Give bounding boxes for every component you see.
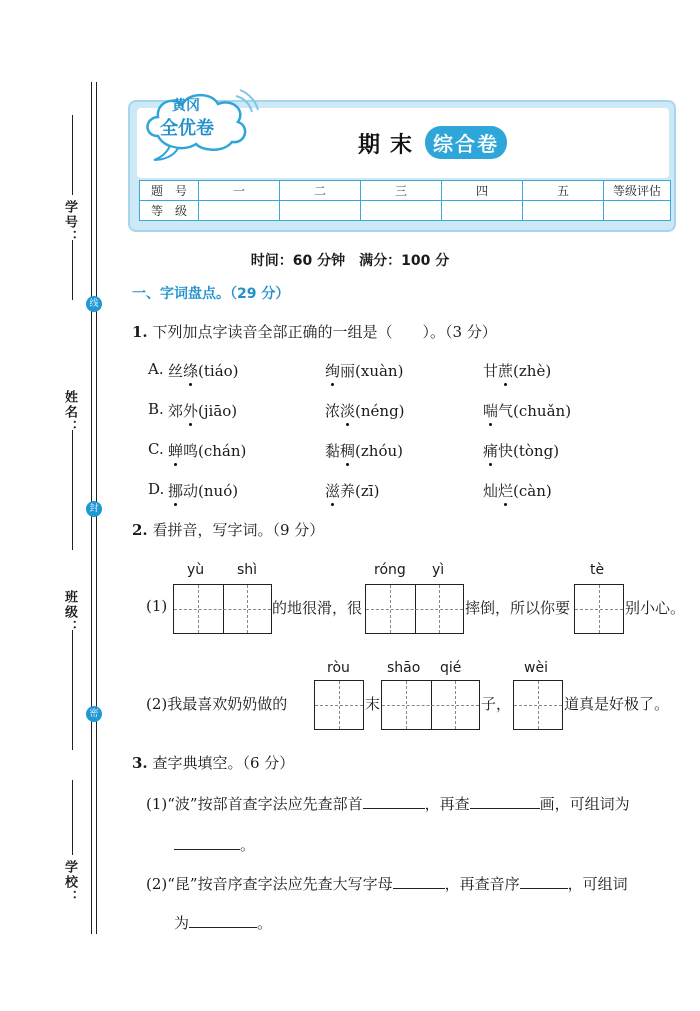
question-2	[132, 519, 324, 540]
option-word: 挪动(nuó)	[168, 482, 239, 500]
pinyin: wèi	[524, 660, 548, 676]
q3-l2-text-e: 。	[257, 914, 273, 932]
grade-cell: 五	[523, 181, 604, 201]
q2-l2-text2: 子，	[481, 695, 512, 713]
grade-table	[139, 180, 671, 221]
q2-l2-text3: 道真是好极了。	[564, 695, 670, 713]
writing-grid[interactable]	[173, 584, 272, 634]
dotted-char: 稠	[340, 442, 356, 460]
grade-input-cell[interactable]	[199, 201, 280, 221]
answer-blank[interactable]	[363, 808, 425, 809]
seal-mi: 密	[86, 706, 102, 722]
dotted-char: 喘	[483, 402, 499, 420]
option-word: 甘蔗(zhè)	[483, 362, 552, 380]
option-word: 郊外(jiāo)	[168, 402, 238, 420]
q3-l2-text-b: ，再查音序	[444, 875, 520, 893]
grade-cell: 二	[280, 181, 361, 201]
q3-line-2b	[174, 912, 272, 933]
option-word: 滋养(zī)	[325, 482, 380, 500]
logo-text-top: 黄冈	[172, 98, 200, 114]
question-number: 1.	[132, 323, 148, 341]
q2-l1-text3: 别小心。	[625, 599, 686, 617]
student-no-blank-2[interactable]	[72, 240, 73, 300]
answer-blank[interactable]	[174, 849, 240, 850]
question-1	[132, 321, 497, 342]
pinyin: ròu	[327, 660, 350, 676]
logo-text-bottom: 全优卷	[160, 118, 214, 139]
q2-l1-text1: 的地很滑，很	[272, 599, 363, 617]
grade-cell: 四	[442, 181, 523, 201]
option-label[interactable]: C.	[148, 440, 164, 458]
q3-l2-text-d: 为	[174, 914, 190, 932]
page-title-highlight: 综合卷	[425, 126, 507, 159]
q3-l2-text-a: (2)“昆”按音序查字法应先查大写字母	[146, 875, 393, 893]
pinyin: shì	[237, 562, 258, 578]
dotted-char: 挪	[168, 482, 184, 500]
q2-l2-text1: 末	[365, 695, 381, 713]
exam-info: 时间：60 分钟 满分：100 分	[250, 253, 450, 269]
school-blank[interactable]	[72, 780, 73, 855]
grade-cell: 等级评估	[604, 181, 671, 201]
question-number: 2.	[132, 521, 148, 539]
question-number: 3.	[132, 754, 148, 772]
student-no-blank[interactable]	[72, 115, 73, 195]
option-word: 蝉鸣(chán)	[168, 442, 247, 460]
grade-cell: 等 级	[140, 201, 199, 221]
q3-l2-text-c: ，可组词	[567, 875, 628, 893]
answer-blank[interactable]	[393, 888, 445, 889]
grade-input-cell[interactable]	[280, 201, 361, 221]
q3-line-1b	[174, 834, 255, 855]
question-text: 看拼音，写字词。（9 分）	[152, 521, 325, 539]
grade-input-cell[interactable]	[442, 201, 523, 221]
answer-blank[interactable]	[520, 888, 568, 889]
name-label: 姓名：	[62, 390, 77, 435]
class-blank[interactable]	[72, 630, 73, 750]
q3-l1-text-d: 。	[240, 836, 256, 854]
seal-feng: 封	[86, 501, 102, 517]
page-title: 期末	[358, 133, 423, 158]
seal-xian: 线	[86, 296, 102, 312]
school-label: 学校：	[62, 860, 77, 905]
pinyin: róng	[374, 562, 406, 578]
option-word: 灿烂(càn)	[483, 482, 552, 500]
writing-grid[interactable]	[381, 680, 480, 730]
dotted-char: 蔗	[498, 362, 514, 380]
q3-l1-text-a: (1)“波”按部首查字法应先查部首	[146, 795, 363, 813]
section-title: 一、字词盘点。（29 分）	[132, 286, 290, 302]
answer-blank[interactable]	[189, 927, 257, 928]
pinyin: yì	[432, 562, 445, 578]
dotted-char: 外	[183, 402, 199, 420]
dotted-char: 滋	[325, 482, 341, 500]
option-word: 痛快(tòng)	[483, 442, 560, 460]
grade-table-row	[140, 181, 671, 201]
grade-input-cell[interactable]	[361, 201, 442, 221]
question-3	[132, 752, 294, 773]
q3-line-2	[146, 873, 628, 894]
q2-l1-prefix: (1)	[146, 597, 168, 615]
dotted-char: 蝉	[168, 442, 184, 460]
grade-input-cell[interactable]	[604, 201, 671, 221]
dotted-char: 淡	[340, 402, 356, 420]
pinyin: tè	[590, 562, 605, 578]
option-label[interactable]: D.	[148, 480, 165, 498]
dotted-char: 绚	[325, 362, 341, 380]
writing-grid[interactable]	[314, 680, 364, 730]
q3-line-1	[146, 793, 630, 814]
grade-cell: 题 号	[140, 181, 199, 201]
q3-l1-text-c: 画，可组词为	[539, 795, 630, 813]
dotted-char: 烂	[498, 482, 514, 500]
option-label[interactable]: B.	[148, 400, 164, 418]
class-label: 班级：	[62, 590, 77, 635]
q3-l1-text-b: ，再查	[424, 795, 470, 813]
option-word: 喘气(chuǎn)	[483, 402, 572, 420]
dotted-char: 痛	[483, 442, 499, 460]
writing-grid[interactable]	[574, 584, 624, 634]
pinyin: qié	[440, 660, 462, 676]
option-word: 丝绦(tiáo)	[168, 362, 239, 380]
grade-cell: 一	[199, 181, 280, 201]
answer-blank[interactable]	[470, 808, 540, 809]
option-word: 黏稠(zhóu)	[325, 442, 403, 460]
option-word: 浓淡(néng)	[325, 402, 405, 420]
grade-table-row	[140, 201, 671, 221]
student-no-label: 学号：	[62, 200, 77, 245]
question-text: 下列加点字读音全部正确的一组是（ ）。（3 分）	[152, 323, 497, 341]
dotted-char: 绦	[183, 362, 199, 380]
q2-l2-prefix: (2)我最喜欢奶奶做的	[146, 695, 288, 713]
option-label[interactable]: A.	[148, 360, 164, 378]
writing-grid[interactable]	[365, 584, 464, 634]
option-word: 绚丽(xuàn)	[325, 362, 404, 380]
pinyin: yù	[187, 562, 205, 578]
pinyin: shāo	[387, 660, 421, 676]
grade-cell: 三	[361, 181, 442, 201]
question-text: 查字典填空。（6 分）	[152, 754, 295, 772]
name-blank[interactable]	[72, 430, 73, 550]
q2-l1-text2: 摔倒，所以你要	[465, 599, 571, 617]
writing-grid[interactable]	[513, 680, 563, 730]
grade-input-cell[interactable]	[523, 201, 604, 221]
